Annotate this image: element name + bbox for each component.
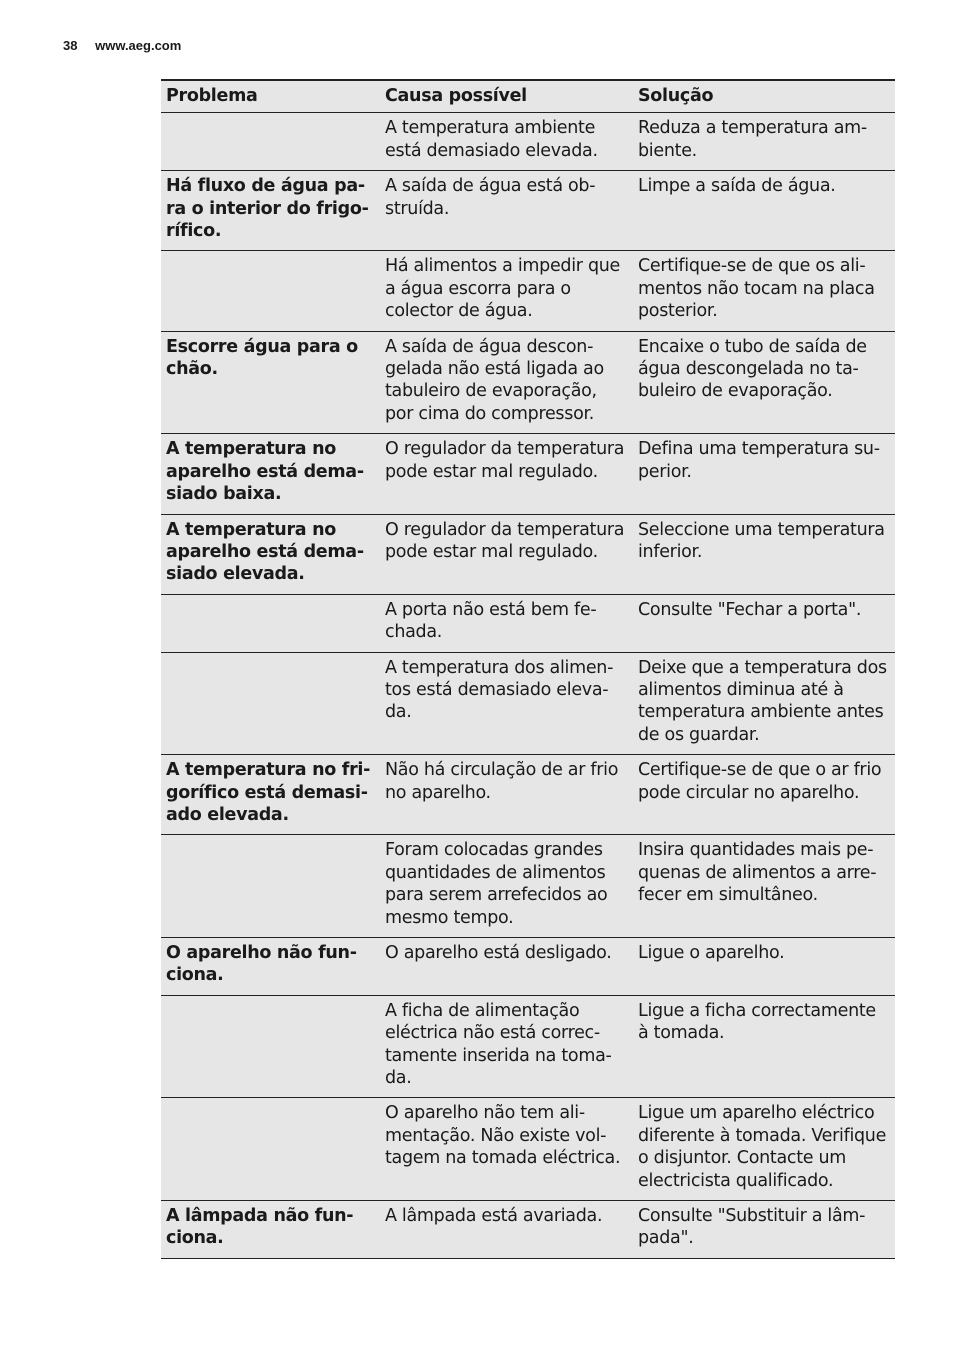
- table-row: [161, 1201, 895, 1259]
- cause-cell: O aparelho não tem alimentação. Não existe voltagem na tomada eléctrica.: [380, 1098, 633, 1201]
- table-row: [161, 113, 895, 171]
- table-row: [161, 1098, 895, 1201]
- table-row: [161, 835, 895, 938]
- cause-cell: O regulador da temperatura pode estar mal regulado.: [380, 514, 633, 594]
- problem-cell: A temperatura no aparelho está demasiado baixa.: [161, 434, 380, 514]
- table-row: [161, 331, 895, 434]
- table-row: [161, 755, 895, 835]
- table-row: [161, 594, 895, 652]
- table-row: [161, 652, 895, 755]
- cause-cell: O regulador da temperatura pode estar mal regulado.: [380, 434, 633, 514]
- problem-cell: [161, 995, 380, 1098]
- problem-cell: A lâmpada não funciona.: [161, 1201, 380, 1259]
- problem-cell: O aparelho não funciona.: [161, 938, 380, 996]
- cause-cell: A ficha de alimentação eléctrica não está correctamente inserida na tomada.: [380, 995, 633, 1098]
- website-url: www.aeg.com: [95, 38, 182, 53]
- solution-cell: Consulte "Substituir a lâmpada".: [633, 1201, 895, 1259]
- cause-cell: A porta não está bem fechada.: [380, 594, 633, 652]
- cause-cell: A saída de água está obstruída.: [380, 171, 633, 251]
- cause-cell: A lâmpada está avariada.: [380, 1201, 633, 1259]
- table-row: [161, 995, 895, 1098]
- table-row: [161, 251, 895, 331]
- solution-cell: Insira quantidades mais pequenas de alimentos a arrefecer em simultâneo.: [633, 835, 895, 938]
- problem-cell: A temperatura no aparelho está demasiado elevada.: [161, 514, 380, 594]
- solution-cell: Certifique-se de que os alimentos não tocam na placa posterior.: [633, 251, 895, 331]
- cause-cell: A saída de água descongelada não está ligada ao tabuleiro de evaporação, por cima do compressor.: [380, 331, 633, 434]
- table-row: [161, 514, 895, 594]
- page-header: [63, 38, 181, 53]
- problem-cell: [161, 1098, 380, 1201]
- problem-cell: [161, 113, 380, 171]
- solution-cell: Consulte "Fechar a porta".: [633, 594, 895, 652]
- solution-cell: Certifique-se de que o ar frio pode circular no aparelho.: [633, 755, 895, 835]
- solution-cell: Ligue a ficha correctamente à tomada.: [633, 995, 895, 1098]
- cause-cell: Há alimentos a impedir que a água escorra para o colector de água.: [380, 251, 633, 331]
- solution-cell: Limpe a saída de água.: [633, 171, 895, 251]
- solution-cell: Deixe que a temperatura dos alimentos diminua até à temperatura ambiente antes de os guardar.: [633, 652, 895, 755]
- troubleshooting-table: [161, 79, 895, 1259]
- table-row: [161, 434, 895, 514]
- problem-cell: [161, 835, 380, 938]
- table-body: [161, 113, 895, 1258]
- problem-cell: [161, 251, 380, 331]
- page-number: 38: [63, 38, 78, 53]
- cause-cell: O aparelho está desligado.: [380, 938, 633, 996]
- solution-cell: Reduza a temperatura ambiente.: [633, 113, 895, 171]
- cause-cell: Foram colocadas grandes quantidades de alimentos para serem arrefecidos ao mesmo tempo.: [380, 835, 633, 938]
- problem-cell: [161, 652, 380, 755]
- table-row: [161, 938, 895, 996]
- solution-cell: Seleccione uma temperatura inferior.: [633, 514, 895, 594]
- solution-cell: Ligue um aparelho eléctrico diferente à tomada. Verifique o disjuntor. Contacte um electricista qualificado.: [633, 1098, 895, 1201]
- cause-cell: A temperatura dos alimentos está demasiado elevada.: [380, 652, 633, 755]
- cause-cell: A temperatura ambiente está demasiado elevada.: [380, 113, 633, 171]
- cause-cell: Não há circulação de ar frio no aparelho.: [380, 755, 633, 835]
- table-row: [161, 171, 895, 251]
- problem-cell: [161, 594, 380, 652]
- table-header-row: [161, 80, 895, 113]
- solution-cell: Encaixe o tubo de saída de água descongelada no tabuleiro de evaporação.: [633, 331, 895, 434]
- solution-cell: Ligue o aparelho.: [633, 938, 895, 996]
- problem-cell: Há fluxo de água para o interior do frigorífico.: [161, 171, 380, 251]
- problem-cell: Escorre água para o chão.: [161, 331, 380, 434]
- solution-cell: Defina uma temperatura superior.: [633, 434, 895, 514]
- problem-cell: A temperatura no frigorífico está demasiado elevada.: [161, 755, 380, 835]
- column-header-problem: Problema: [161, 80, 380, 113]
- column-header-cause: Causa possível: [380, 80, 633, 113]
- column-header-solution: Solução: [633, 80, 895, 113]
